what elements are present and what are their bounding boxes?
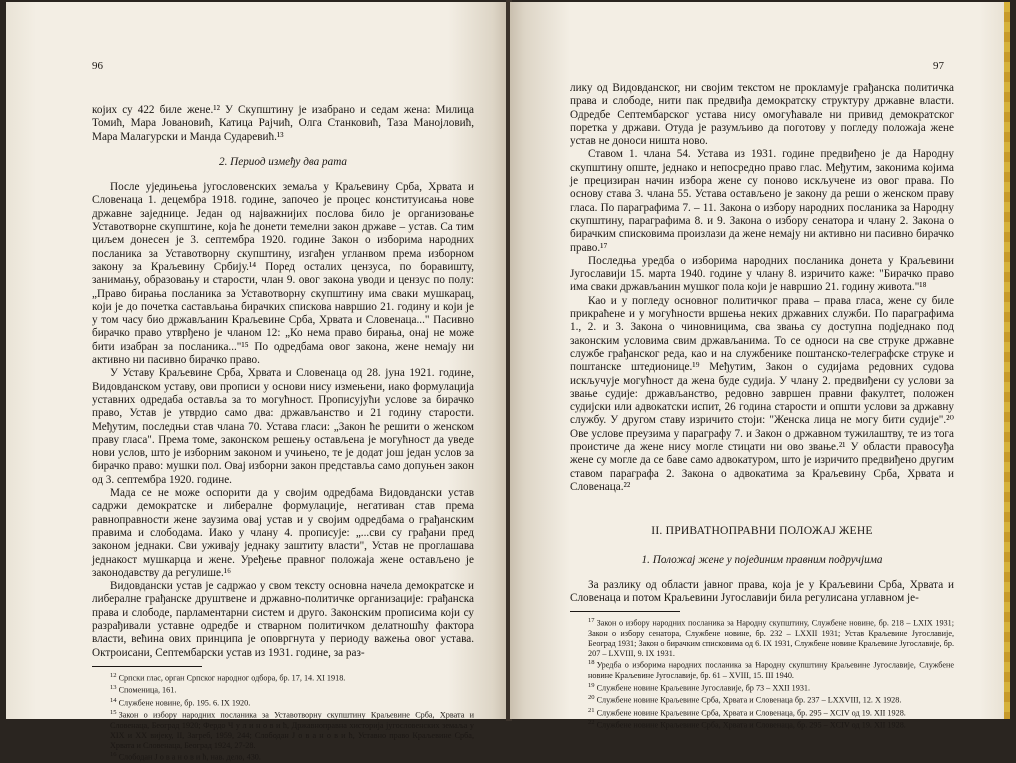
paragraph: лику од Видовданског, ни својим текстом не прокламује грађанска политичка права и слободе, нити пак предвиђа демократску структуру државне власти. Одредбе Септембарског устава нису омогућавале ни привид демократског поретка у држави. Отуда је разумљиво да поготову у погледу положаја жене устав не доноси ништа ново.: [570, 82, 954, 148]
footnote-number: 16: [110, 751, 117, 759]
left-page-text: [92, 104, 474, 763]
chapter-subtitle: 1. Положај жене у појединим правним подручјима: [641, 553, 883, 566]
paragraph: После уједињења југословенских земаља у Краљевину Срба, Хрвата и Словенаца 1. децембра 1918. године, започео је процес конституисања нове државне заједнице. Један од најважнијих послова било је организовање Уставотворне скупштине, која ће донети темелни закон државе – устав. Са тим циљем донесен је 3. септембра 1920. године Закон о изборима народних посланика за Уставотворну скупштину, изгађен угланвом према изборном закону за Краљевину Србију.¹⁴ Поред осталих цензуса, по боравишту, занимању, образовању и старости, члан 9. овог закона уводи и цензус по полу: „Право бирања посланика за Уставотворну скупштину има сваки мушкарац, који је до почетка састављања бирачких спискова навршио 21. годину и који је у том часу био држављанин Краљевине Срба, Хрвата и Словенаца..." Пасивно бирачко право утврђено је чланом 12: „Ко нема право бирања, онај не може бити изабран за посланика..."¹⁵ По одредбама овог закона, жене немају ни активно ни пасивно бирачко право.: [92, 181, 474, 367]
footnote-number: 14: [110, 696, 117, 704]
footnote: [92, 708, 474, 750]
footnote: [570, 658, 954, 680]
footnote-text: Службене новине Краљевине Југославије, бр 73 – XXII 1931.: [596, 683, 811, 693]
paragraph: Ставом 1. члана 54. Устава из 1931. године предвиђено је да Народну скупштину опште, једнако и непосредно право глас. Међутим, законима којима је прецизиран начин избора жене су поново искључене из овог права. По основу става 3. члана 55. Устава остављено је закону да реши о женском праву гласа. По параграфима 7. – 11. Закона о избору народних посланика за Народну скупштину, параграфима 8. и 9. Закона о избору сенатора и члану 2. Закона о бирачким списковима произлази да жене немају ни активно ни пасивно бирачко право.¹⁷: [570, 148, 954, 254]
footnote: [570, 706, 954, 719]
paragraph: У Уставу Краљевине Срба, Хрвата и Словенаца од 28. јуна 1921. године, Видовданском уставу, ови прописи у основи нису измењени, иако формулација уставних одредаба оставља за то могућност. Прописујући услове за бирачко право, Устав је утврдио само два: држављанство и 21 годину старости. Међутим, последњи став члана 70. Устава гласи: „Закон ће решити о женском праву гласа". Према томе, законском решењу остављена је могућност да уведе нови услов, што је изборним законом и учињено, те је додат још један услов за бирачко право: мушки пол. Овај изборни закон представља само допуњен закон од 3. септембра 1920. године.: [92, 367, 474, 486]
chapter-title: II. ПРИВАТНОПРАВНИ ПОЛОЖАЈ ЖЕНЕ: [651, 524, 873, 538]
page-number-left: 96: [92, 60, 103, 72]
footnote: [92, 671, 474, 684]
footnote-text: Закон о избору народних посланика за Уставотворну скупштину Краљевине Срба, Хрвата и Словенаца, Београд 1920; Фердо Ч у л и н о в и ћ, Државноправна хисторија југословенских земаља у XIX и XX вијеку, II, Загреб, 1959, 244; Слободан Ј о в а н о в и ћ, Уставно право Краљевине Срба, Хрвата и Словенаца, Београд 1924, 27-28.: [110, 711, 474, 750]
paragraph: Видовдански устав је садржао у свом тексту основна начела демократске и либералне грађанске друштвене и државно-политичке организације: грађанска права и слободе, парламентарни систем и друго. Законским прописима који су разрађивали уставне одредбе и стварном политичком делатношћу фактора власти, већина ових принципа је оповргнута у периоду важења овог устава. Октроисани, Септембарски устав из 1931. године, за раз-: [92, 580, 474, 659]
paragraph: Као и у погледу основног политичког права – права гласа, жене су биле прикраћене и у могућности вршења неких државних служби. По параграфима 1., 2. и 3. Закона о чиновницима, сва звања су доступна подједнако под законским условима свим држављанима. То се односи на све струке државне службе грађанског реда, као и на службенике поштанско-телеграфске струке и поштанске штедионице.¹⁹ Међутим, Закон о судијама редовних судова искључује могућност да жена буде судија. У члану 2. предвиђени су услови за звање судије: држављанство, редовно завршен правни факултет, положен судијски или адвокатски испит, 26 година старости и општи услови за државну службу. У другом ставу изричито стоји: "Женска лица не могу бити судије".²⁰ Ове услове преузима у параграфу 7. и Закон о државном тужилаштву, те из тога проистиче да жене нису могле стицати ни ово звање.²¹ У области правосуђа жене су могле да се баве само адвокатуром, што је изричито предвиђено другим ставом параграфа 2. Закона о адвокатима за Краљевину Срба, Хрвата и Словенаца.²²: [570, 294, 954, 493]
paragraph: Последња уредба о изборима народних посланика донета у Краљевини Југославији 15. марта 1940. године у члану 8. изричито каже: "Бирачко право има сваки држављанин мушког пола који је навршио 21. годину живота."¹⁸: [570, 254, 954, 294]
footnote-text: Уредба о изборима народних посланика за Народну скупштину Краљевине Југославије, Службене новине Краљевине Југославије, бр. 61 – XVIII, 15. III 1940.: [588, 661, 954, 680]
footnote-number: 15: [110, 709, 117, 717]
footnote-text: Закон о избору народних посланика за Народну скупштину, Службене новине, бр. 218 – LXIX 1931; Закон о избору сенатора, Службене новине, бр. 232 – LXXII 1931; Устав Краљевине Југославије, Београд 1931; Закон о бирачким списковима од 6. IX 1931, Службене новине Краљевине Југославије, бр. 207 – LXVIII, 9. IX 1931.: [588, 619, 954, 658]
footnote-text: Споменица, 161.: [118, 686, 177, 696]
page-number-right: 97: [933, 60, 944, 72]
right-page: [510, 2, 1010, 730]
footnote-number: 13: [110, 684, 117, 692]
footnote: [570, 681, 954, 694]
footnote: [570, 693, 954, 706]
left-page: [6, 2, 508, 763]
footnote-text: Службене новине Краљевине Срба, Хрвата и Словенаца, бр. 295 – XCIV од 19. XII 1928.: [596, 708, 906, 718]
page-edge-decoration: [1004, 2, 1010, 719]
paragraph: Мада се не може оспорити да у својим одредбама Видовдански устав садржи демократске и либералне формулације, негативан став према равноправности жене заузима овај устав и у својим одредбама о грађанским правима и слободама. Иако у члану 4. прописује: „...сви су грађани пред законом једнаки. Сви уживају једнаку заштиту власти", Устав не проглашава једнакост мушкарца и жене. Уређење правног положаја жене остављено је законодавству да регулише.¹⁶: [92, 487, 474, 579]
intro-paragraph: којих су 422 биле жене.¹² У Скупштину је изабрано и седам жена: Милица Томић, Мара Јовановић, Катица Рајчић, Олга Станковић, Таза Манојловић, Мара Малагурски и Манда Сударевић.¹³: [92, 104, 474, 143]
footnote: [570, 616, 954, 658]
footnote-text: Слободан Ј о в а н о в и ћ, нав. дело, 430.: [118, 753, 261, 763]
footnote-number: 21: [588, 706, 595, 714]
footnote-text: Српски глас, орган Српског народног одбора, бр. 17, 14. XI 1918.: [118, 673, 346, 683]
footnotes: [92, 671, 474, 763]
footnote-text: Службене новине Краљевине Срба, Хрвата и Словенаца, бр. 295 – XCIV од 19. XII 1928.: [596, 720, 906, 730]
footnote-number: 22: [588, 719, 595, 727]
footnotes: [570, 616, 954, 730]
footnote-text: Службене новине Краљевине Срба, Хрвата и Словенаца бр. 237 – LXXVIII, 12. X 1928.: [596, 695, 902, 705]
footnote: [92, 696, 474, 709]
footnote-divider: [570, 611, 680, 612]
footnote: [92, 683, 474, 696]
footnote-number: 12: [110, 671, 117, 679]
footnote-divider: [92, 666, 202, 667]
footnote-number: 17: [588, 617, 595, 625]
paragraphs-top: [570, 82, 954, 494]
footnote: [570, 718, 954, 731]
right-page-text: [570, 82, 954, 731]
paragraph: За разлику од области јавног права, која је у Краљевини Срба, Хрвата и Словенаца и потом Краљевини Југославији била регулисана углавном је-: [570, 578, 954, 605]
footnote-number: 20: [588, 694, 595, 702]
footnote-text: Службене новине, бр. 195. 6. IX 1920.: [118, 698, 251, 708]
section-title: 2. Период између два рата: [218, 155, 348, 168]
footnote-number: 19: [588, 681, 595, 689]
footnote: [92, 750, 474, 763]
footnote-number: 18: [588, 659, 595, 667]
